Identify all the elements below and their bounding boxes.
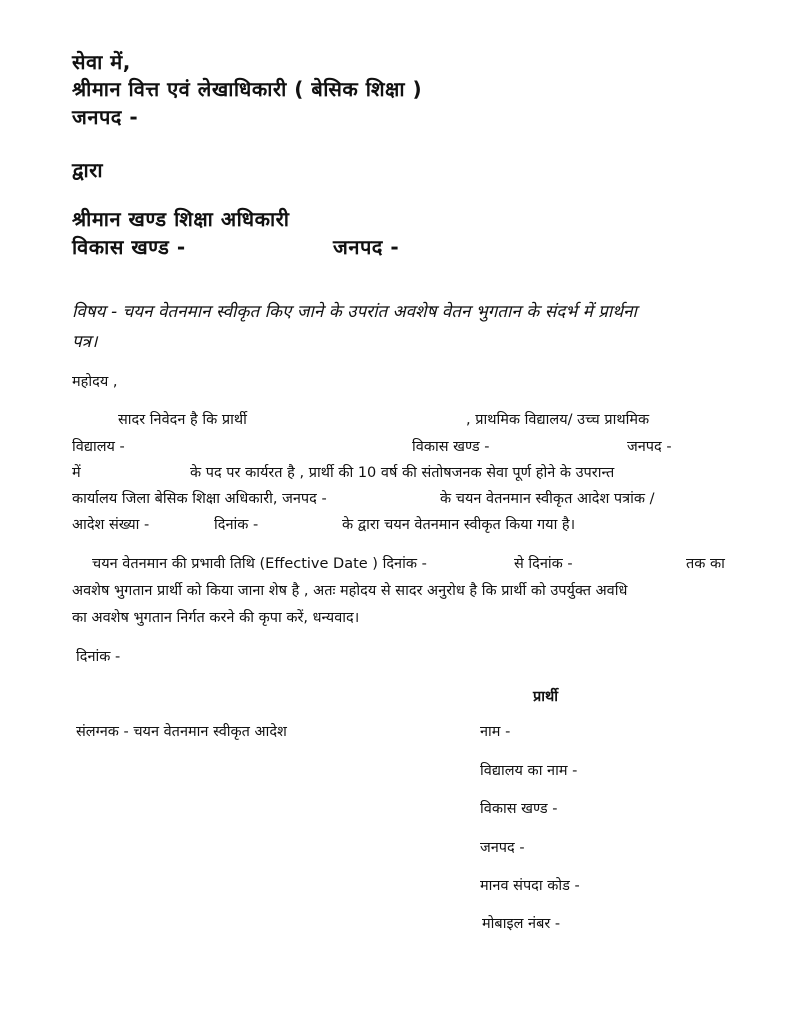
header-district: जनपद - xyxy=(72,105,139,129)
greeting: महोदय , xyxy=(72,374,118,390)
para1-text: सादर निवेदन है कि प्रार्थी xyxy=(118,412,247,428)
para1-text: , प्राथमिक विद्यालय/ उच्च प्राथमिक xyxy=(466,412,650,428)
para2-text: तक का xyxy=(686,556,725,572)
applicant-mobile: मोबाइल नंबर - xyxy=(482,916,561,932)
enclosure: संलग्नक - चयन वेतनमान स्वीकृत आदेश xyxy=(76,724,287,740)
subject-line-2: पत्र। xyxy=(72,332,98,352)
para2-text: अवशेष भुगतान प्रार्थी को किया जाना शेष है , अतः महोदय से सादर अनुरोध है कि प्रार्थी को उपर्युक्त अवधि xyxy=(72,583,628,599)
para1-text: दिनांक - xyxy=(214,517,259,533)
para2-text: का अवशेष भुगतान निर्गत करने की कृपा करें, धन्यवाद। xyxy=(72,610,360,626)
applicant-block: विकास खण्ड - xyxy=(480,801,558,817)
applicant-heading: प्रार्थी xyxy=(533,689,559,705)
applicant-district: जनपद - xyxy=(480,840,525,856)
para1-text: विकास खण्ड - xyxy=(412,439,490,455)
salutation: सेवा में, xyxy=(72,50,131,74)
applicant-school: विद्यालय का नाम - xyxy=(480,763,578,779)
para1-text: कार्यालय जिला बेसिक शिक्षा अधिकारी, जनपद - xyxy=(72,491,327,507)
para2-text: से दिनांक - xyxy=(514,556,573,572)
addressee: श्रीमान वित्त एवं लेखाधिकारी ( बेसिक शिक्षा ) xyxy=(72,77,423,101)
applicant-hr-code: मानव संपदा कोड - xyxy=(480,878,580,894)
applicant-name: नाम - xyxy=(480,724,511,740)
para1-text: आदेश संख्या - xyxy=(72,517,150,533)
date-label: दिनांक - xyxy=(76,649,121,665)
via-district: जनपद - xyxy=(333,235,400,259)
via-officer: श्रीमान खण्ड शिक्षा अधिकारी xyxy=(72,207,290,231)
via-label: द्वारा xyxy=(72,158,104,182)
para2-text: चयन वेतनमान की प्रभावी तिथि (Effective Date ) दिनांक - xyxy=(92,556,427,572)
para1-text: के द्वारा चयन वेतनमान स्वीकृत किया गया है। xyxy=(342,517,576,533)
para1-text: जनपद - xyxy=(627,439,672,455)
via-block: विकास खण्ड - xyxy=(72,235,186,259)
para1-text: के चयन वेतनमान स्वीकृत आदेश पत्रांक / xyxy=(440,491,655,507)
subject-line-1: विषय - चयन वेतनमान स्वीकृत किए जाने के उपरांत अवशेष वेतन भुगतान के संदर्भ में प्रार्थना xyxy=(72,302,637,322)
para1-text: के पद पर कार्यरत है , प्रार्थी की 10 वर्ष की संतोषजनक सेवा पूर्ण होने के उपरान्त xyxy=(190,465,615,481)
para1-text: विद्यालय - xyxy=(72,439,125,455)
para1-text: में xyxy=(72,465,81,481)
